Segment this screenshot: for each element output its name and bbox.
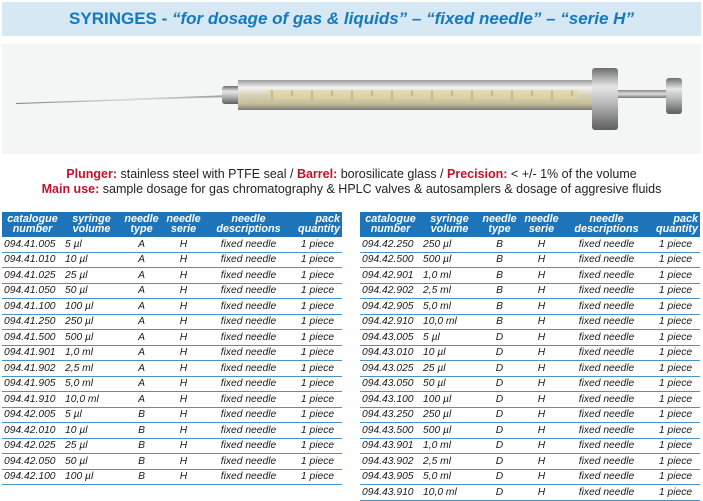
header-line-2: serie xyxy=(528,223,555,235)
syringe-volume-cell: 5 µl xyxy=(421,330,478,346)
catalogue-number-cell: 094.43.025 xyxy=(360,361,421,377)
pack-quantity-cell: 1 piece xyxy=(293,407,342,423)
barrel-flange xyxy=(592,68,618,130)
needle-serie-cell: H xyxy=(521,423,562,439)
needle-description-cell: fixed needle xyxy=(562,252,651,268)
syringe-volume-cell: 500 µl xyxy=(421,252,478,268)
needle-description-cell: fixed needle xyxy=(562,438,651,454)
table-row xyxy=(2,361,342,377)
syringe-volume-cell: 25 µl xyxy=(63,438,120,454)
needle-type-cell: A xyxy=(120,361,163,377)
syringe-volume-cell: 500 µl xyxy=(421,423,478,439)
header-line-1: needle xyxy=(482,213,517,225)
needle-serie-cell: H xyxy=(521,438,562,454)
barrel-scale xyxy=(268,90,578,99)
needle-description-cell: fixed needle xyxy=(204,407,293,423)
needle-description-cell: fixed needle xyxy=(562,330,651,346)
catalogue-table-left xyxy=(2,212,342,485)
table-row xyxy=(360,438,700,454)
catalogue-number-cell: 094.43.010 xyxy=(360,345,421,361)
syringe-volume-cell: 100 µl xyxy=(63,299,120,315)
table-row xyxy=(2,469,342,485)
syringe-volume-cell: 10 µl xyxy=(63,423,120,439)
needle-description-cell: fixed needle xyxy=(204,314,293,330)
pack-quantity-cell: 1 piece xyxy=(651,469,700,485)
header-line-1: pack xyxy=(315,213,340,225)
needle-type-cell: A xyxy=(120,299,163,315)
pack-quantity-cell: 1 piece xyxy=(293,469,342,485)
syringe-volume-cell: 1,0 ml xyxy=(421,438,478,454)
needle-type-cell: B xyxy=(120,438,163,454)
needle-type-cell: A xyxy=(120,283,163,299)
catalogue-number-cell: 094.41.025 xyxy=(2,268,63,284)
syringe-volume-cell: 5,0 ml xyxy=(421,299,478,315)
needle-type-cell: A xyxy=(120,268,163,284)
pack-quantity-cell: 1 piece xyxy=(293,361,342,377)
catalogue-number-cell: 094.42.902 xyxy=(360,283,421,299)
needle-type-cell: A xyxy=(120,314,163,330)
header-line-1: needle xyxy=(124,213,159,225)
needle-serie-cell: H xyxy=(521,454,562,470)
syringe-volume-cell: 10,0 ml xyxy=(63,392,120,408)
pack-quantity-cell: 1 piece xyxy=(651,237,700,252)
needle-serie-cell: H xyxy=(521,268,562,284)
catalogue-number-cell: 094.41.100 xyxy=(2,299,63,315)
needle-type-cell: A xyxy=(120,392,163,408)
needle-type-cell: A xyxy=(120,252,163,268)
needle-description-cell: fixed needle xyxy=(562,314,651,330)
pack-quantity-cell: 1 piece xyxy=(651,330,700,346)
needle-description-cell: fixed needle xyxy=(562,283,651,299)
table-row xyxy=(360,392,700,408)
pack-quantity-cell: 1 piece xyxy=(651,268,700,284)
needle-serie-cell: H xyxy=(163,299,204,315)
needle-type-cell: B xyxy=(120,423,163,439)
catalogue-number-cell: 094.41.500 xyxy=(2,330,63,346)
header-line-1: needle xyxy=(524,213,559,225)
syringe-photo xyxy=(2,44,701,154)
header-line-1: syringe xyxy=(72,213,111,225)
table-row xyxy=(360,237,700,252)
catalogue-number-cell: 094.41.905 xyxy=(2,376,63,392)
header-line-1: catalogue xyxy=(365,213,416,225)
needle-serie-cell: H xyxy=(521,469,562,485)
catalogue-number-cell: 094.41.010 xyxy=(2,252,63,268)
pack-quantity-cell: 1 piece xyxy=(293,454,342,470)
header-line-2: quantity xyxy=(656,223,698,235)
needle-serie-cell: H xyxy=(521,345,562,361)
needle-serie-cell: H xyxy=(163,252,204,268)
needle-description-cell: fixed needle xyxy=(204,392,293,408)
table-row xyxy=(2,438,342,454)
syringe-volume-cell: 50 µl xyxy=(63,283,120,299)
needle-type-cell: A xyxy=(120,345,163,361)
pack-quantity-cell: 1 piece xyxy=(293,252,342,268)
table-row xyxy=(360,361,700,377)
plunger-label: Plunger: xyxy=(66,167,117,181)
needle-description-cell: fixed needle xyxy=(204,361,293,377)
table-row xyxy=(2,299,342,315)
needle-type-cell: A xyxy=(120,330,163,346)
needle-serie-cell: H xyxy=(163,407,204,423)
header-needle-serie xyxy=(163,212,204,237)
needle-serie-cell: H xyxy=(521,407,562,423)
catalogue-number-cell: 094.42.500 xyxy=(360,252,421,268)
syringe-volume-cell: 5,0 ml xyxy=(421,469,478,485)
precision-label: Precision: xyxy=(447,167,508,181)
table-row xyxy=(2,423,342,439)
needle-serie-cell: H xyxy=(521,252,562,268)
pack-quantity-cell: 1 piece xyxy=(293,438,342,454)
needle-description-cell: fixed needle xyxy=(562,392,651,408)
needle-description-cell: fixed needle xyxy=(562,469,651,485)
header-needle-type xyxy=(120,212,163,237)
table-row xyxy=(2,392,342,408)
header-line-2: descriptions xyxy=(574,223,639,235)
needle-description-cell: fixed needle xyxy=(204,252,293,268)
needle-serie-cell: H xyxy=(521,314,562,330)
catalogue-number-cell: 094.42.901 xyxy=(360,268,421,284)
catalogue-number-cell: 094.42.050 xyxy=(2,454,63,470)
needle-serie-cell: H xyxy=(163,283,204,299)
catalogue-number-cell: 094.42.100 xyxy=(2,469,63,485)
table-row xyxy=(2,376,342,392)
table-row xyxy=(360,268,700,284)
table-row xyxy=(360,376,700,392)
table-row xyxy=(360,423,700,439)
pack-quantity-cell: 1 piece xyxy=(293,299,342,315)
needle-description-cell: fixed needle xyxy=(562,454,651,470)
table-row xyxy=(360,283,700,299)
catalogue-number-cell: 094.41.005 xyxy=(2,237,63,252)
catalogue-number-cell: 094.41.250 xyxy=(2,314,63,330)
table-row xyxy=(360,407,700,423)
header-needle-serie xyxy=(521,212,562,237)
header-line-2: number xyxy=(12,223,53,235)
specs-line-1 xyxy=(0,167,703,182)
table-row xyxy=(360,252,700,268)
needle-serie-cell: H xyxy=(163,392,204,408)
pack-quantity-cell: 1 piece xyxy=(651,314,700,330)
pack-quantity-cell: 1 piece xyxy=(651,407,700,423)
needle-description-cell: fixed needle xyxy=(562,361,651,377)
barrel-label: Barrel: xyxy=(296,167,338,181)
needle-description-cell: fixed needle xyxy=(204,268,293,284)
table-row xyxy=(360,454,700,470)
needle-description-cell: fixed needle xyxy=(204,423,293,439)
syringe-volume-cell: 250 µl xyxy=(421,237,478,252)
table-row xyxy=(360,345,700,361)
pack-quantity-cell: 1 piece xyxy=(293,330,342,346)
needle-type-cell: B xyxy=(478,314,521,330)
header-line-1: pack xyxy=(673,213,698,225)
catalogue-number-cell: 094.42.250 xyxy=(360,237,421,252)
header-line-2: volume xyxy=(430,223,469,235)
syringe-volume-cell: 10 µl xyxy=(421,345,478,361)
needle-description-cell: fixed needle xyxy=(204,454,293,470)
syringe-volume-cell: 250 µl xyxy=(421,407,478,423)
table-header-row xyxy=(2,212,342,237)
table-row xyxy=(2,454,342,470)
catalogue-table-right xyxy=(360,212,700,501)
needle-description-cell: fixed needle xyxy=(204,469,293,485)
needle-type-cell: D xyxy=(478,361,521,377)
needle-type-cell: B xyxy=(120,454,163,470)
plunger-text: stainless steel with PTFE seal / xyxy=(117,167,297,181)
header-line-1: needle xyxy=(589,213,624,225)
catalogue-number-cell: 094.43.250 xyxy=(360,407,421,423)
pack-quantity-cell: 1 piece xyxy=(293,423,342,439)
catalogue-number-cell: 094.43.100 xyxy=(360,392,421,408)
header-catalogue-number xyxy=(360,212,421,237)
table-row xyxy=(2,283,342,299)
needle-serie-cell: H xyxy=(521,485,562,501)
table-row xyxy=(360,314,700,330)
needle-serie-cell: H xyxy=(521,330,562,346)
header-line-1: needle xyxy=(231,213,266,225)
header-line-2: volume xyxy=(72,223,111,235)
header-catalogue-number xyxy=(2,212,63,237)
pack-quantity-cell: 1 piece xyxy=(651,438,700,454)
needle-serie-cell: H xyxy=(521,376,562,392)
syringe-volume-cell: 1,0 ml xyxy=(63,345,120,361)
catalogue-number-cell: 094.43.910 xyxy=(360,485,421,501)
needle-serie-cell: H xyxy=(521,237,562,252)
header-needle-type xyxy=(478,212,521,237)
needle-type-cell: D xyxy=(478,376,521,392)
syringe-volume-cell: 25 µl xyxy=(63,268,120,284)
header-line-1: syringe xyxy=(430,213,469,225)
title-subtitle: “for dosage of gas & liquids” – “fixed needle” – “serie H” xyxy=(172,9,634,28)
needle-description-cell: fixed needle xyxy=(562,345,651,361)
header-line-2: quantity xyxy=(298,223,340,235)
catalogue-number-cell: 094.41.902 xyxy=(2,361,63,377)
needle-serie-cell: H xyxy=(521,283,562,299)
syringe-volume-cell: 10,0 ml xyxy=(421,314,478,330)
pack-quantity-cell: 1 piece xyxy=(651,345,700,361)
table-row xyxy=(2,237,342,252)
syringe-volume-cell: 2,5 ml xyxy=(421,454,478,470)
pack-quantity-cell: 1 piece xyxy=(651,423,700,439)
pack-quantity-cell: 1 piece xyxy=(651,392,700,408)
table-row xyxy=(2,330,342,346)
syringe-volume-cell: 5 µl xyxy=(63,407,120,423)
needle-type-cell: B xyxy=(478,237,521,252)
needle-description-cell: fixed needle xyxy=(562,237,651,252)
needle-type-cell: D xyxy=(478,485,521,501)
catalogue-number-cell: 094.42.910 xyxy=(360,314,421,330)
table-row xyxy=(2,268,342,284)
header-pack-quantity xyxy=(293,212,342,237)
catalogue-number-cell: 094.43.005 xyxy=(360,330,421,346)
needle-type-cell: D xyxy=(478,454,521,470)
needle-serie-cell: H xyxy=(163,345,204,361)
syringe-volume-cell: 10,0 ml xyxy=(421,485,478,501)
main-use-text: sample dosage for gas chromatography & HPLC valves & autosamplers & dosage of aggresive fluids xyxy=(99,182,662,196)
catalogue-number-cell: 094.43.901 xyxy=(360,438,421,454)
needle-type-cell: A xyxy=(120,237,163,252)
syringe-volume-cell: 100 µl xyxy=(63,469,120,485)
header-line-2: number xyxy=(370,223,411,235)
needle-description-cell: fixed needle xyxy=(204,438,293,454)
needle-description-cell: fixed needle xyxy=(204,376,293,392)
needle-shape xyxy=(16,95,232,104)
needle-description-cell: fixed needle xyxy=(562,299,651,315)
barrel-text: borosilicate glass / xyxy=(337,167,448,181)
table-body-right xyxy=(360,237,700,500)
precision-text: < +/- 1% of the volume xyxy=(507,167,637,181)
needle-type-cell: B xyxy=(478,283,521,299)
syringe-volume-cell: 10 µl xyxy=(63,252,120,268)
catalogue-number-cell: 094.43.902 xyxy=(360,454,421,470)
header-line-1: needle xyxy=(166,213,201,225)
syringe-volume-cell: 1,0 ml xyxy=(421,268,478,284)
catalogue-number-cell: 094.42.025 xyxy=(2,438,63,454)
table-row xyxy=(360,299,700,315)
needle-description-cell: fixed needle xyxy=(204,345,293,361)
plunger-rod xyxy=(618,90,668,98)
syringe-image xyxy=(2,44,701,154)
needle-type-cell: B xyxy=(478,299,521,315)
syringe-volume-cell: 50 µl xyxy=(63,454,120,470)
pack-quantity-cell: 1 piece xyxy=(651,485,700,501)
needle-description-cell: fixed needle xyxy=(204,237,293,252)
needle-type-cell: B xyxy=(120,407,163,423)
needle-serie-cell: H xyxy=(521,361,562,377)
needle-serie-cell: H xyxy=(521,392,562,408)
catalogue-number-cell: 094.41.050 xyxy=(2,283,63,299)
needle-description-cell: fixed needle xyxy=(562,423,651,439)
pack-quantity-cell: 1 piece xyxy=(293,345,342,361)
needle-serie-cell: H xyxy=(163,423,204,439)
header-line-2: descriptions xyxy=(216,223,281,235)
needle-serie-cell: H xyxy=(163,361,204,377)
header-line-2: serie xyxy=(170,223,197,235)
pack-quantity-cell: 1 piece xyxy=(293,237,342,252)
needle-serie-cell: H xyxy=(163,314,204,330)
needle-serie-cell: H xyxy=(163,469,204,485)
needle-description-cell: fixed needle xyxy=(562,376,651,392)
main-use-label: Main use: xyxy=(41,182,100,196)
pack-quantity-cell: 1 piece xyxy=(293,283,342,299)
syringe-volume-cell: 25 µl xyxy=(421,361,478,377)
table-row xyxy=(360,330,700,346)
pack-quantity-cell: 1 piece xyxy=(293,392,342,408)
table-header-row xyxy=(360,212,700,237)
syringe-volume-cell: 2,5 ml xyxy=(421,283,478,299)
syringe-volume-cell: 2,5 ml xyxy=(63,361,120,377)
table-row xyxy=(360,485,700,501)
syringe-volume-cell: 250 µl xyxy=(63,314,120,330)
header-pack-quantity xyxy=(651,212,700,237)
needle-type-cell: D xyxy=(478,438,521,454)
needle-description-cell: fixed needle xyxy=(562,407,651,423)
syringe-volume-cell: 5 µl xyxy=(63,237,120,252)
specs-line-2 xyxy=(0,182,703,197)
pack-quantity-cell: 1 piece xyxy=(651,252,700,268)
plunger-button xyxy=(666,78,682,114)
needle-serie-cell: H xyxy=(163,237,204,252)
catalogue-number-cell: 094.43.500 xyxy=(360,423,421,439)
needle-type-cell: D xyxy=(478,469,521,485)
table-row xyxy=(2,345,342,361)
syringe-volume-cell: 100 µl xyxy=(421,392,478,408)
page-title xyxy=(2,2,701,36)
header-line-2: type xyxy=(488,223,511,235)
needle-type-cell: D xyxy=(478,392,521,408)
syringe-volume-cell: 500 µl xyxy=(63,330,120,346)
needle-serie-cell: H xyxy=(163,330,204,346)
needle-type-cell: B xyxy=(120,469,163,485)
catalogue-number-cell: 094.42.005 xyxy=(2,407,63,423)
catalogue-number-cell: 094.41.901 xyxy=(2,345,63,361)
catalogue-number-cell: 094.43.050 xyxy=(360,376,421,392)
pack-quantity-cell: 1 piece xyxy=(651,283,700,299)
needle-serie-cell: H xyxy=(163,438,204,454)
title-main: SYRINGES - xyxy=(69,9,172,28)
header-needle-descriptions xyxy=(562,212,651,237)
needle-type-cell: A xyxy=(120,376,163,392)
needle-type-cell: D xyxy=(478,407,521,423)
header-syringe-volume xyxy=(421,212,478,237)
needle-type-cell: D xyxy=(478,423,521,439)
table-row xyxy=(360,469,700,485)
pack-quantity-cell: 1 piece xyxy=(651,376,700,392)
needle-serie-cell: H xyxy=(163,376,204,392)
syringe-volume-cell: 5,0 ml xyxy=(63,376,120,392)
catalogue-number-cell: 094.42.010 xyxy=(2,423,63,439)
table-body-left xyxy=(2,237,342,485)
table-row xyxy=(2,407,342,423)
needle-serie-cell: H xyxy=(163,268,204,284)
catalogue-number-cell: 094.43.905 xyxy=(360,469,421,485)
needle-description-cell: fixed needle xyxy=(562,485,651,501)
specifications-block xyxy=(0,167,703,197)
pack-quantity-cell: 1 piece xyxy=(293,314,342,330)
syringe-volume-cell: 50 µl xyxy=(421,376,478,392)
header-line-1: catalogue xyxy=(7,213,58,225)
catalogue-number-cell: 094.41.910 xyxy=(2,392,63,408)
needle-type-cell: B xyxy=(478,252,521,268)
needle-description-cell: fixed needle xyxy=(562,268,651,284)
pack-quantity-cell: 1 piece xyxy=(293,268,342,284)
needle-serie-cell: H xyxy=(163,454,204,470)
needle-serie-cell: H xyxy=(521,299,562,315)
catalogue-number-cell: 094.42.905 xyxy=(360,299,421,315)
pack-quantity-cell: 1 piece xyxy=(651,299,700,315)
table-row xyxy=(2,252,342,268)
needle-description-cell: fixed needle xyxy=(204,330,293,346)
header-syringe-volume xyxy=(63,212,120,237)
pack-quantity-cell: 1 piece xyxy=(651,454,700,470)
needle-description-cell: fixed needle xyxy=(204,299,293,315)
pack-quantity-cell: 1 piece xyxy=(293,376,342,392)
pack-quantity-cell: 1 piece xyxy=(651,361,700,377)
table-row xyxy=(2,314,342,330)
needle-description-cell: fixed needle xyxy=(204,283,293,299)
header-line-2: type xyxy=(130,223,153,235)
needle-type-cell: B xyxy=(478,268,521,284)
header-needle-descriptions xyxy=(204,212,293,237)
needle-type-cell: D xyxy=(478,345,521,361)
needle-type-cell: D xyxy=(478,330,521,346)
